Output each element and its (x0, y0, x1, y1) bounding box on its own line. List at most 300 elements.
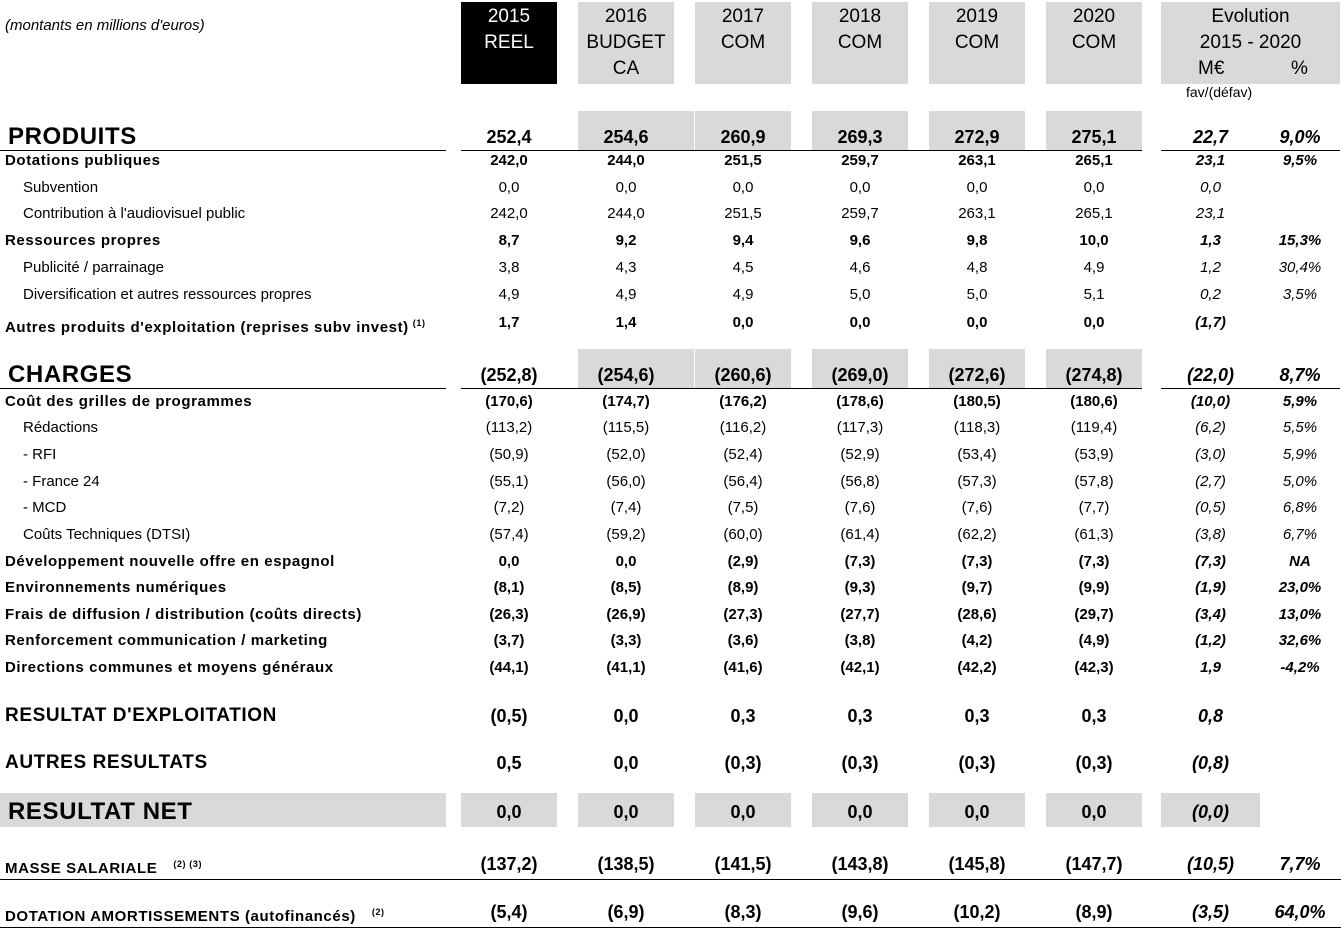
value-cell: (28,6) (957, 606, 997, 623)
evolution-pct-cell: 5,0% (1282, 473, 1318, 490)
value-cell: 3,8 (498, 259, 520, 276)
row-label (5, 230, 161, 252)
value-cell: 0,0 (849, 179, 871, 196)
row-label (8, 122, 137, 152)
value-cell: (141,5) (714, 854, 772, 874)
value-cell: (115,5) (602, 419, 650, 436)
value-cell: (8,3) (724, 902, 762, 922)
value-cell: 269,3 (837, 127, 883, 147)
evolution-pct-cell: 7,7% (1279, 854, 1321, 874)
footnote-ref: (2) (371, 907, 385, 917)
table-row (0, 749, 1341, 777)
value-cell: 4,8 (966, 259, 988, 276)
evolution-pct-cell: 6,8% (1282, 499, 1318, 516)
value-cell: 0,0 (849, 314, 871, 331)
value-cell: (138,5) (597, 854, 655, 874)
column-year: 2015 (487, 6, 531, 27)
row-label-text: Diversification et autres ressources propres (23, 286, 312, 303)
table-row (0, 444, 1341, 466)
evolution-me-cell: (6,2) (1195, 419, 1226, 436)
value-cell: (59,2) (606, 526, 646, 543)
footnote-ref: (1) (412, 318, 426, 328)
value-cell: 4,3 (615, 259, 637, 276)
value-cell: (9,6) (841, 902, 879, 922)
row-label-text: Développement nouvelle offre en espagnol (5, 553, 335, 570)
column-header-2017 (695, 2, 791, 84)
value-cell: 0,0 (1081, 802, 1107, 822)
evolution-pct-cell: 9,0% (1279, 127, 1321, 147)
value-cell: (7,6) (844, 499, 876, 516)
value-cell: 259,7 (841, 205, 879, 222)
value-cell: (137,2) (480, 854, 538, 874)
evolution-me-cell: (0,5) (1195, 499, 1226, 516)
row-label (5, 657, 334, 679)
row-label-text: Publicité / parrainage (23, 259, 164, 276)
column-type: COM (954, 32, 1000, 53)
value-cell: (145,8) (948, 854, 1006, 874)
value-cell: 0,0 (496, 802, 522, 822)
row-label (23, 284, 311, 306)
section-rule (461, 388, 1142, 389)
table-row (0, 657, 1341, 679)
value-cell: (272,6) (948, 365, 1006, 385)
evolution-fav-defav-label: fav/(défav) (1186, 84, 1253, 100)
value-cell: 0,5 (496, 753, 522, 773)
table-row (0, 203, 1341, 225)
value-cell: (2,9) (727, 553, 759, 570)
value-cell: 0,0 (732, 314, 754, 331)
value-cell: (254,6) (597, 365, 655, 385)
evolution-pct-cell: 3,5% (1282, 286, 1318, 303)
value-cell: (27,3) (723, 606, 763, 623)
value-cell: (26,9) (606, 606, 646, 623)
value-cell: (57,8) (1074, 473, 1114, 490)
value-cell: 0,0 (966, 314, 988, 331)
value-cell: (41,6) (723, 659, 763, 676)
row-label-text: Subvention (23, 179, 99, 196)
column-year: 2018 (838, 6, 882, 27)
row-label-text: - France 24 (23, 473, 100, 490)
value-cell: (3,3) (610, 632, 642, 649)
column-type: REEL (484, 32, 534, 53)
row-label (5, 749, 208, 777)
value-cell: 244,0 (607, 152, 645, 169)
evolution-pct-cell: NA (1289, 553, 1311, 570)
value-cell: (7,3) (844, 553, 876, 570)
value-cell: (7,5) (727, 499, 759, 516)
row-label (23, 417, 98, 439)
table-row (0, 604, 1341, 626)
value-cell: (116,2) (719, 419, 767, 436)
evolution-pct-cell: 9,5% (1282, 152, 1318, 169)
column-year: 2020 (1072, 6, 1116, 27)
value-cell: (0,3) (724, 753, 762, 773)
value-cell: (0,5) (490, 706, 528, 726)
row-label-text: Frais de diffusion / distribution (coûts directs) (5, 606, 362, 623)
value-cell: (26,3) (489, 606, 529, 623)
value-cell: (4,9) (1078, 632, 1110, 649)
value-cell: 9,2 (615, 232, 637, 249)
column-subtype: CA (612, 58, 640, 79)
row-label-text: Coût des grilles de programmes (5, 393, 253, 410)
value-cell: 251,5 (724, 152, 762, 169)
evolution-me-cell: 0,0 (1200, 179, 1221, 196)
value-cell: 4,6 (849, 259, 871, 276)
value-cell: (260,6) (714, 365, 772, 385)
evolution-period: 2015 - 2020 (1199, 32, 1302, 53)
table-row (0, 312, 1341, 334)
section-rule (1161, 388, 1340, 389)
row-label-text: MASSE SALARIALE (5, 860, 158, 877)
value-cell: (56,4) (723, 473, 763, 490)
evolution-me-cell: (0,8) (1191, 753, 1229, 773)
evolution-unit-pct: % (1291, 58, 1308, 79)
evolution-me-cell: (10,0) (1190, 393, 1231, 410)
value-cell: (274,8) (1065, 365, 1123, 385)
row-label-text: PRODUITS (8, 123, 137, 150)
value-cell: (147,7) (1065, 854, 1123, 874)
value-cell: 4,9 (498, 286, 520, 303)
value-cell: 251,5 (724, 205, 762, 222)
value-cell: (3,8) (844, 632, 876, 649)
column-type: COM (837, 32, 883, 53)
value-cell: 272,9 (954, 127, 1000, 147)
row-label (5, 630, 328, 652)
value-cell: (8,9) (727, 579, 759, 596)
value-cell: 0,0 (964, 802, 990, 822)
row-label (23, 471, 100, 493)
value-cell: (62,2) (957, 526, 997, 543)
value-cell: (27,7) (840, 606, 880, 623)
value-cell: (170,6) (485, 393, 533, 410)
value-cell: (176,2) (719, 393, 767, 410)
evolution-pct-cell: 5,9% (1282, 446, 1318, 463)
column-type: COM (1071, 32, 1117, 53)
row-label-text: Autres produits d'exploitation (reprises subv invest) (5, 319, 409, 336)
row-label-text: - MCD (23, 499, 67, 516)
evolution-me-cell: 22,7 (1192, 127, 1229, 147)
value-cell: 9,8 (966, 232, 988, 249)
value-cell: (53,4) (957, 446, 997, 463)
row-label (23, 177, 98, 199)
value-cell: (178,6) (836, 393, 884, 410)
value-cell: 263,1 (958, 152, 996, 169)
value-cell: (57,3) (957, 473, 997, 490)
table-row (0, 150, 1341, 172)
table-row (0, 551, 1341, 573)
value-cell: (7,4) (610, 499, 642, 516)
evolution-me-cell: 1,3 (1200, 232, 1221, 249)
table-row (0, 284, 1341, 306)
value-cell: 0,3 (964, 706, 990, 726)
value-cell: (60,0) (723, 526, 763, 543)
row-label (5, 577, 227, 599)
row-label (5, 150, 161, 172)
evolution-pct-cell: 5,9% (1282, 393, 1318, 410)
value-cell: 0,0 (1083, 314, 1105, 331)
table-row (0, 795, 1341, 829)
row-label-text: Coûts Techniques (DTSI) (23, 526, 191, 543)
value-cell: 0,0 (615, 553, 637, 570)
evolution-pct-cell: 23,0% (1278, 579, 1322, 596)
value-cell: 0,3 (730, 706, 756, 726)
value-cell: 265,1 (1075, 152, 1113, 169)
column-header-2016 (578, 2, 674, 84)
value-cell: (174,7) (602, 393, 650, 410)
table-row (0, 630, 1341, 652)
value-cell: 0,3 (847, 706, 873, 726)
value-cell: (3,6) (727, 632, 759, 649)
row-label (5, 391, 252, 413)
row-rule (0, 927, 1341, 928)
evolution-me-cell: (3,0) (1195, 446, 1226, 463)
column-type: COM (720, 32, 766, 53)
row-label-text: Rédactions (23, 419, 99, 436)
value-cell: (8,9) (1075, 902, 1113, 922)
value-cell: (252,8) (480, 365, 538, 385)
value-cell: 0,0 (966, 179, 988, 196)
row-label (5, 312, 426, 339)
row-label-text: - RFI (23, 446, 57, 463)
value-cell: (7,2) (493, 499, 525, 516)
value-cell: (180,5) (953, 393, 1001, 410)
row-label-text: Renforcement communication / marketing (5, 632, 328, 649)
evolution-me-cell: 1,2 (1200, 259, 1221, 276)
value-cell: 244,0 (607, 205, 645, 222)
evolution-me-cell: (10,5) (1186, 854, 1235, 874)
evolution-me-cell: (0,0) (1191, 802, 1229, 822)
evolution-me-cell: (3,4) (1195, 606, 1226, 623)
table-row (0, 702, 1341, 730)
value-cell: (8,5) (610, 579, 642, 596)
column-year: 2019 (955, 6, 999, 27)
value-cell: 0,0 (613, 802, 639, 822)
value-cell: 263,1 (958, 205, 996, 222)
evolution-title: Evolution (1211, 6, 1290, 27)
row-label-text: Ressources propres (5, 232, 161, 249)
row-label (5, 853, 202, 880)
value-cell: 10,0 (1079, 232, 1109, 249)
column-year: 2016 (604, 6, 648, 27)
row-label-text: CHARGES (8, 361, 133, 388)
footnote-ref: (2) (3) (173, 859, 203, 869)
value-cell: (10,2) (953, 902, 1001, 922)
evolution-units (1161, 56, 1340, 82)
value-cell: (269,0) (831, 365, 889, 385)
row-label-text: RESULTAT NET (8, 798, 193, 825)
value-cell: (119,4) (1070, 419, 1118, 436)
value-cell: 0,3 (1081, 706, 1107, 726)
value-cell: (52,9) (840, 446, 880, 463)
value-cell: (42,2) (957, 659, 997, 676)
table-row (0, 524, 1341, 546)
row-label (23, 444, 56, 466)
value-cell: (61,4) (840, 526, 880, 543)
value-cell: 265,1 (1075, 205, 1113, 222)
value-cell: (52,0) (606, 446, 646, 463)
value-cell: (52,4) (723, 446, 763, 463)
value-cell: 0,0 (730, 802, 756, 822)
value-cell: (4,2) (961, 632, 993, 649)
evolution-header (1161, 2, 1340, 84)
value-cell: (117,3) (836, 419, 884, 436)
value-cell: (42,3) (1074, 659, 1114, 676)
value-cell: 1,4 (615, 314, 637, 331)
value-cell: (0,3) (841, 753, 879, 773)
row-label (23, 257, 164, 279)
table-row (0, 230, 1341, 252)
table-row (0, 497, 1341, 519)
value-cell: 254,6 (603, 127, 649, 147)
value-cell: 0,0 (847, 802, 873, 822)
value-cell: (9,3) (844, 579, 876, 596)
value-cell: (29,7) (1074, 606, 1114, 623)
value-cell: 0,0 (613, 753, 639, 773)
value-cell: (9,9) (1078, 579, 1110, 596)
table-row (0, 391, 1341, 413)
value-cell: (56,0) (606, 473, 646, 490)
evolution-me-cell: (1,9) (1195, 579, 1226, 596)
value-cell: 1,7 (498, 314, 520, 331)
value-cell: (7,7) (1078, 499, 1110, 516)
evolution-me-cell: 23,1 (1195, 152, 1226, 169)
table-row (0, 360, 1341, 390)
evolution-me-cell: (1,2) (1195, 632, 1226, 649)
value-cell: 260,9 (720, 127, 766, 147)
table-row (0, 417, 1341, 439)
value-cell: (41,1) (606, 659, 646, 676)
value-cell: (180,6) (1070, 393, 1118, 410)
evolution-me-cell: (3,5) (1191, 902, 1229, 922)
row-label (23, 497, 66, 519)
evolution-pct-cell: 30,4% (1278, 259, 1322, 276)
evolution-me-cell: (3,8) (1195, 526, 1226, 543)
evolution-pct-cell: 15,3% (1278, 232, 1322, 249)
value-cell: (7,3) (1078, 553, 1110, 570)
row-label-text: Directions communes et moyens généraux (5, 659, 334, 676)
value-cell: 0,0 (615, 179, 637, 196)
value-cell: (3,7) (493, 632, 525, 649)
column-type: BUDGET (586, 32, 666, 53)
evolution-pct-cell: 32,6% (1278, 632, 1322, 649)
value-cell: (0,3) (958, 753, 996, 773)
value-cell: (44,1) (489, 659, 529, 676)
row-label (8, 795, 193, 829)
value-cell: (53,9) (1074, 446, 1114, 463)
evolution-pct-cell: 8,7% (1279, 365, 1321, 385)
value-cell: 5,0 (966, 286, 988, 303)
evolution-pct-cell: 6,7% (1282, 526, 1318, 543)
column-header-2019 (929, 2, 1025, 84)
evolution-unit-me: M€ (1198, 58, 1225, 79)
value-cell: (7,6) (961, 499, 993, 516)
row-label (5, 901, 385, 928)
column-header-2020 (1046, 2, 1142, 84)
row-label (23, 203, 245, 225)
value-cell: (50,9) (489, 446, 529, 463)
evolution-me-cell: 0,8 (1197, 706, 1224, 726)
evolution-me-cell: 0,2 (1200, 286, 1221, 303)
evolution-me-cell: (7,3) (1195, 553, 1226, 570)
row-label-text: Dotations publiques (5, 152, 161, 169)
evolution-me-cell: 23,1 (1195, 205, 1226, 222)
value-cell: (113,2) (485, 419, 533, 436)
value-cell: 5,0 (849, 286, 871, 303)
value-cell: (9,7) (961, 579, 993, 596)
evolution-me-cell: (1,7) (1195, 314, 1226, 331)
value-cell: 0,0 (732, 179, 754, 196)
row-label (5, 604, 362, 626)
value-cell: 242,0 (490, 152, 528, 169)
value-cell: 4,9 (1083, 259, 1105, 276)
row-label-text: DOTATION AMORTISSEMENTS (autofinancés) (5, 908, 356, 925)
amount-unit-note: (montants en millions d'euros) (5, 17, 205, 34)
table-row (0, 901, 1341, 923)
value-cell: 4,9 (615, 286, 637, 303)
value-cell: 0,0 (498, 553, 520, 570)
evolution-me-cell: 1,9 (1200, 659, 1221, 676)
row-rule (0, 879, 1341, 880)
value-cell: 9,6 (849, 232, 871, 249)
value-cell: 4,9 (732, 286, 754, 303)
value-cell: 0,0 (613, 706, 639, 726)
section-rule (0, 388, 446, 389)
value-cell: (5,4) (490, 902, 528, 922)
table-row (0, 853, 1341, 875)
value-cell: 8,7 (498, 232, 520, 249)
value-cell: (8,1) (493, 579, 525, 596)
column-year: 2017 (721, 6, 765, 27)
value-cell: 275,1 (1071, 127, 1117, 147)
row-label-text: AUTRES RESULTATS (5, 752, 208, 773)
value-cell: 5,1 (1083, 286, 1105, 303)
column-header-2018 (812, 2, 908, 84)
table-row (0, 577, 1341, 599)
row-label (5, 702, 277, 730)
row-label (23, 524, 190, 546)
value-cell: 242,0 (490, 205, 528, 222)
value-cell: 0,0 (498, 179, 520, 196)
value-cell: (6,9) (607, 902, 645, 922)
evolution-me-cell: (2,7) (1195, 473, 1226, 490)
value-cell: (57,4) (489, 526, 529, 543)
row-label-text: RESULTAT D'EXPLOITATION (5, 705, 277, 726)
value-cell: 259,7 (841, 152, 879, 169)
row-label (5, 551, 335, 573)
value-cell: (0,3) (1075, 753, 1113, 773)
value-cell: (61,3) (1074, 526, 1114, 543)
row-label-text: Contribution à l'audiovisuel public (23, 205, 246, 222)
table-row (0, 257, 1341, 279)
table-row (0, 177, 1341, 199)
evolution-pct-cell: 64,0% (1274, 902, 1326, 922)
value-cell: (56,8) (840, 473, 880, 490)
evolution-pct-cell: -4,2% (1280, 659, 1320, 676)
column-header-2015 (461, 2, 557, 84)
evolution-pct-cell: 5,5% (1282, 419, 1318, 436)
value-cell: (143,8) (831, 854, 889, 874)
row-label (8, 360, 132, 390)
table-row (0, 471, 1341, 493)
value-cell: 9,4 (732, 232, 754, 249)
row-label-text: Environnements numériques (5, 579, 227, 596)
value-cell: (55,1) (489, 473, 529, 490)
value-cell: (118,3) (953, 419, 1001, 436)
table-row (0, 122, 1341, 152)
evolution-pct-cell: 13,0% (1278, 606, 1322, 623)
value-cell: 252,4 (486, 127, 532, 147)
value-cell: (7,3) (961, 553, 993, 570)
